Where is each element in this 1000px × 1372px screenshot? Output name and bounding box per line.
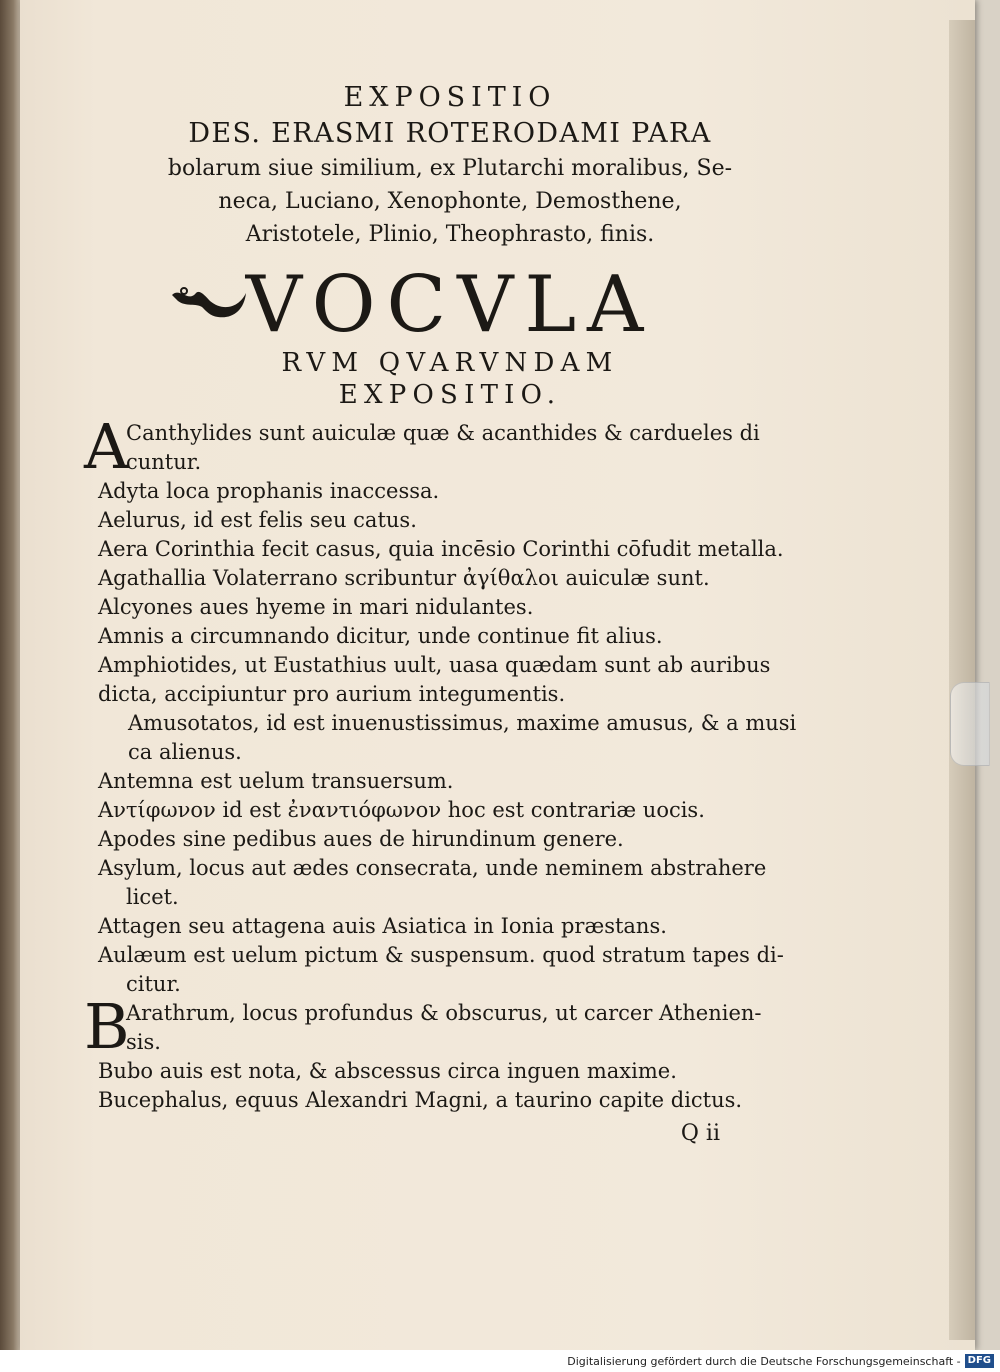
entry-text: Canthylides sunt auiculæ quæ & acanthides & cardueles di xyxy=(126,421,760,445)
glossary-entry xyxy=(84,410,830,483)
entry-continuation: licet. xyxy=(126,885,179,909)
signature-mark: Q ii xyxy=(680,1121,720,1146)
book-spine xyxy=(0,0,22,1372)
entry-continuation: cuntur. xyxy=(126,450,202,474)
page-content xyxy=(70,80,830,1146)
drop-cap: A xyxy=(84,410,129,483)
glossary-entry: Adyta loca prophanis inaccessa. xyxy=(98,479,440,503)
glossary-entry xyxy=(98,651,830,709)
entry-text: Arathrum, locus profundus & obscurus, ut carcer Athenien- xyxy=(126,1001,762,1025)
entry-text: Asylum, locus aut ædes consecrata, unde neminem abstrahere xyxy=(98,856,767,880)
glossary-entry xyxy=(98,709,830,767)
glossary-entry xyxy=(98,854,830,912)
glossary-entry: Attagen seu attagena auis Asiatica in Ionia præstans. xyxy=(98,914,667,938)
glossary-entry: Aelurus, id est felis seu catus. xyxy=(98,508,417,532)
glossary-entries xyxy=(70,410,830,1115)
glossary-entry: Aera Corinthia fecit casus, quia incēsio Corinthi cōfudit metalla. xyxy=(98,537,784,561)
dfg-logo-icon[interactable]: DFG xyxy=(965,1354,994,1368)
section-subtitle-2: EXPOSITIO. xyxy=(338,380,562,410)
entry-text: Amusotatos, id est inuenustissimus, maxime amusus, & a musi xyxy=(128,711,797,735)
glossary-entry xyxy=(98,941,830,999)
glossary-entry: Amnis a circumnando dicitur, unde continue fit alius. xyxy=(98,624,663,648)
ornament-icon xyxy=(170,281,250,321)
glossary-entry: Antemna est uelum transuersum. xyxy=(98,769,454,793)
glossary-entry xyxy=(84,990,830,1063)
glossary-entry: Αντίφωνον id est ἐναντιόφωνον hoc est contrariæ uocis. xyxy=(98,798,705,822)
drop-cap: B xyxy=(84,990,130,1063)
heading-line-4: neca, Luciano, Xenophonte, Demosthene, xyxy=(218,189,682,214)
page-edge xyxy=(949,20,975,1340)
glossary-entry: Apodes sine pedibus aues de hirundinum genere. xyxy=(98,827,624,851)
heading-line-1: EXPOSITIO xyxy=(343,82,557,113)
glossary-entry: Alcyones aues hyeme in mari nidulantes. xyxy=(98,595,534,619)
page-turn-tab[interactable] xyxy=(950,682,990,766)
glossary-entry: Bucephalus, equus Alexandri Magni, a taurino capite dictus. xyxy=(98,1088,743,1112)
heading-line-2: DES. ERASMI ROTERODAMI PARA xyxy=(188,118,712,149)
entry-continuation: citur. xyxy=(126,972,181,996)
entry-text: Amphiotides, ut Eustathius uult, uasa quædam sunt ab auribus xyxy=(98,653,771,677)
section-title-text: VOCVLA xyxy=(245,260,655,350)
heading-line-5: Aristotele, Plinio, Theophrasto, finis. xyxy=(245,222,655,247)
glossary-entry: Agathallia Volaterrano scribuntur ἀγίθαλοι auiculæ sunt. xyxy=(98,566,710,590)
glossary-entry: Bubo auis est nota, & abscessus circa inguen maxime. xyxy=(98,1059,677,1083)
entry-continuation: sis. xyxy=(126,1030,161,1054)
footer-text: Digitalisierung gefördert durch die Deutsche Forschungsgemeinschaft - xyxy=(567,1354,961,1368)
section-subtitle-1: RVM QVARVNDAM xyxy=(281,348,619,378)
entry-continuation: ca alienus. xyxy=(128,740,242,764)
section-title xyxy=(70,260,830,350)
entry-continuation: dicta, accipiuntur pro aurium integumentis. xyxy=(98,682,566,706)
entry-text: Aulæum est uelum pictum & suspensum. quod stratum tapes di- xyxy=(98,943,784,967)
footer-bar xyxy=(0,1350,1000,1372)
heading-line-3: bolarum siue similium, ex Plutarchi moralibus, Se- xyxy=(167,156,733,181)
